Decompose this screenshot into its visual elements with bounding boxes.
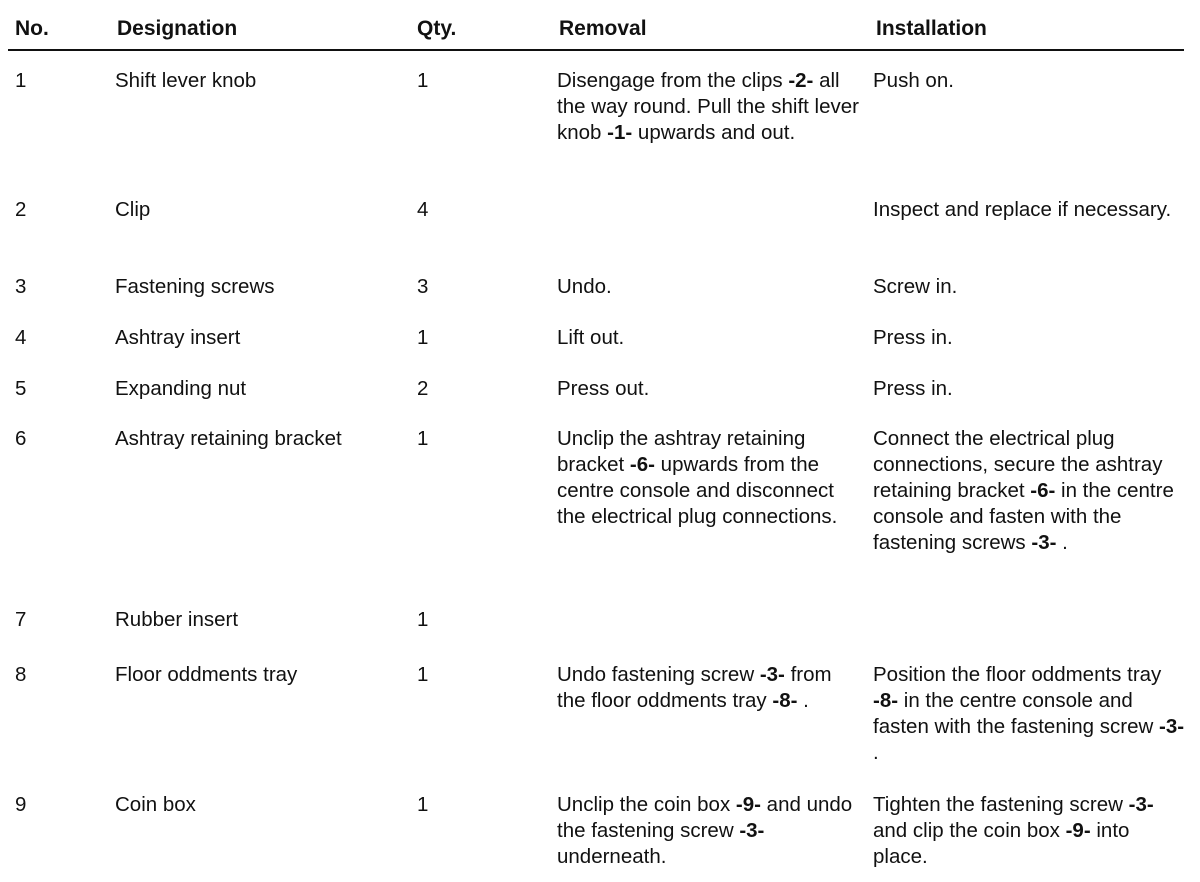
header-installation: Installation <box>876 17 987 40</box>
text-segment: Press in. <box>873 377 953 400</box>
cell-installation <box>873 662 1185 766</box>
header-removal: Removal <box>559 17 647 40</box>
cell-designation: Ashtray insert <box>115 326 241 349</box>
text-segment: Lift out. <box>557 326 625 349</box>
text-segment: Press in. <box>873 326 953 349</box>
cell-no: 8 <box>15 663 27 686</box>
cell-qty: 1 <box>417 427 429 450</box>
header-qty: Qty. <box>417 17 457 40</box>
cell-installation <box>873 376 1185 402</box>
cell-removal <box>557 325 862 351</box>
text-segment: and clip the coin box <box>873 819 1066 842</box>
part-reference: -3- <box>1128 793 1154 816</box>
cell-qty: 1 <box>417 663 429 686</box>
cell-no: 9 <box>15 793 27 816</box>
part-reference: -9- <box>1065 819 1091 842</box>
part-reference: -8- <box>873 689 899 712</box>
cell-no: 3 <box>15 275 27 298</box>
cell-no: 5 <box>15 377 27 400</box>
cell-designation: Ashtray retaining bracket <box>115 427 342 450</box>
cell-installation <box>873 426 1185 556</box>
cell-qty: 1 <box>417 326 429 349</box>
text-segment: Press out. <box>557 377 650 400</box>
cell-installation <box>873 325 1185 351</box>
cell-designation: Expanding nut <box>115 377 247 400</box>
cell-designation: Clip <box>115 198 151 221</box>
text-segment: upwards from the centre console and disconnect the electrical plug connections. <box>557 453 838 528</box>
cell-designation: Coin box <box>115 793 196 816</box>
text-segment: all the way round. Pull the shift lever knob <box>557 69 859 144</box>
text-segment: underneath. <box>557 845 667 868</box>
cell-installation <box>873 274 1185 300</box>
text-segment: and undo the fastening screw <box>557 793 853 842</box>
text-segment: Position the floor oddments tray <box>873 663 1162 686</box>
cell-removal <box>557 68 862 146</box>
cell-designation: Shift lever knob <box>115 69 257 92</box>
cell-designation: Floor oddments tray <box>115 663 298 686</box>
part-reference: -6- <box>1030 479 1056 502</box>
part-reference: -6- <box>629 453 655 476</box>
part-reference: -9- <box>735 793 761 816</box>
text-segment: Undo fastening screw <box>557 663 760 686</box>
part-reference: -2- <box>788 69 814 92</box>
text-segment: Inspect and replace if necessary. <box>873 198 1172 221</box>
table-header <box>0 0 1200 50</box>
cell-designation: Fastening screws <box>115 275 275 298</box>
text-segment: Undo. <box>557 275 612 298</box>
cell-designation: Rubber insert <box>115 608 239 631</box>
cell-removal <box>557 662 862 714</box>
part-reference: -3- <box>759 663 785 686</box>
header-no: No. <box>15 17 49 40</box>
cell-no: 1 <box>15 69 27 92</box>
cell-no: 6 <box>15 427 27 450</box>
text-segment: Push on. <box>873 69 954 92</box>
part-reference: -3- <box>1159 715 1185 738</box>
cell-qty: 3 <box>417 275 429 298</box>
cell-removal <box>557 426 862 530</box>
text-segment: in the centre console and fasten with the fastening screw <box>873 689 1160 738</box>
cell-qty: 4 <box>417 198 429 221</box>
cell-qty: 1 <box>417 69 429 92</box>
part-reference: -8- <box>772 689 798 712</box>
cell-removal <box>557 274 862 300</box>
cell-removal <box>557 792 862 870</box>
part-reference: -3- <box>739 819 765 842</box>
text-segment: . <box>797 689 809 712</box>
cell-installation <box>873 68 1185 94</box>
text-segment: from the floor oddments tray <box>557 663 832 712</box>
cell-qty: 1 <box>417 608 429 631</box>
header-rule <box>8 49 1184 51</box>
cell-no: 7 <box>15 608 27 631</box>
text-segment: Unclip the coin box <box>557 793 736 816</box>
text-segment: Screw in. <box>873 275 958 298</box>
text-segment: into place. <box>873 819 1130 868</box>
cell-installation <box>873 792 1185 870</box>
text-segment: upwards and out. <box>632 121 796 144</box>
text-segment: Unclip the ashtray retaining bracket <box>557 427 806 476</box>
cell-qty: 2 <box>417 377 429 400</box>
part-reference: -3- <box>1031 531 1057 554</box>
cell-no: 2 <box>15 198 27 221</box>
text-segment: Disengage from the clips <box>557 69 789 92</box>
text-segment: . <box>873 741 879 764</box>
part-reference: -1- <box>607 121 633 144</box>
text-segment: Connect the electrical plug connections, secure the ashtray retaining bracket <box>873 427 1163 502</box>
cell-removal <box>557 376 862 402</box>
text-segment: . <box>1056 531 1068 554</box>
cell-no: 4 <box>15 326 27 349</box>
text-segment: Tighten the fastening screw <box>873 793 1129 816</box>
cell-installation <box>873 197 1185 223</box>
text-segment: in the centre console and fasten with the fastening screws <box>873 479 1174 554</box>
header-designation: Designation <box>117 17 238 40</box>
cell-qty: 1 <box>417 793 429 816</box>
